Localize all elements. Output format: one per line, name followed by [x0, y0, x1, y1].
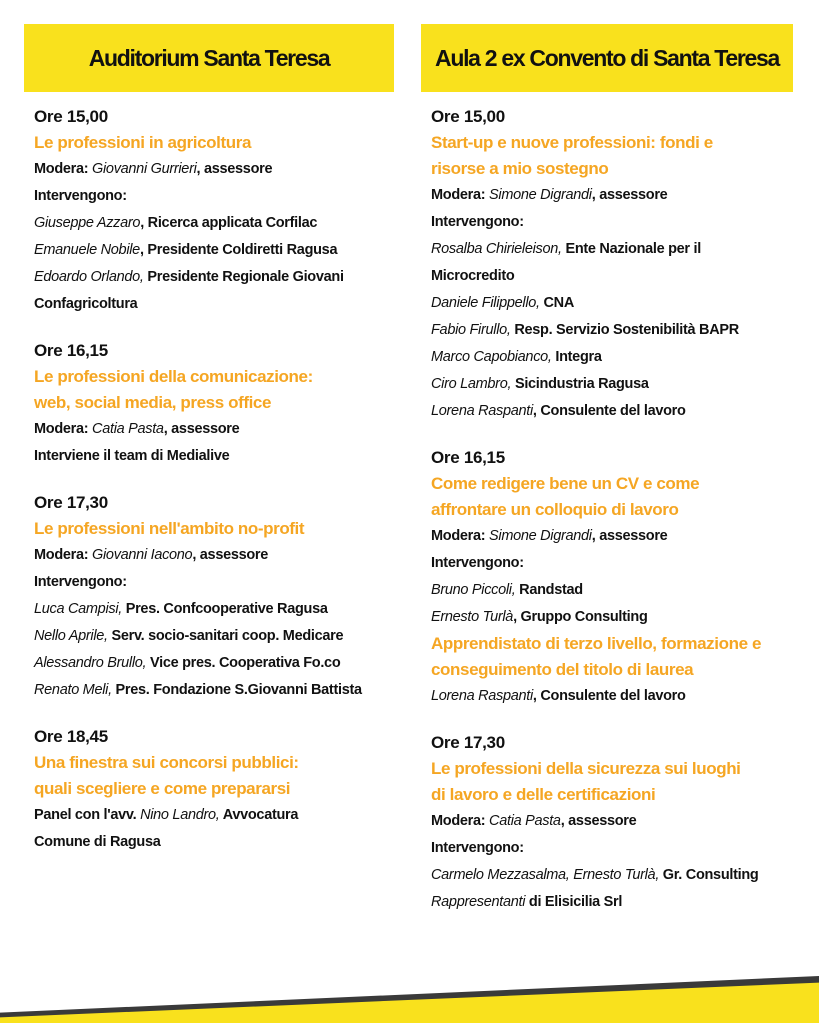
- speaker-name: Luca Campisi,: [34, 601, 122, 617]
- line-label: Intervengono:: [34, 188, 127, 204]
- speaker-line: [431, 344, 783, 371]
- speaker-line: [431, 577, 783, 604]
- speaker-line: [34, 650, 384, 677]
- speaker-name: Ernesto Turlà: [431, 609, 514, 625]
- speaker-line: [34, 237, 384, 264]
- speaker-line: [431, 523, 783, 550]
- speaker-name: Ciro Lambro,: [431, 376, 512, 392]
- speaker-line: [34, 677, 384, 704]
- speaker-name: Simone Digrandi: [489, 528, 592, 544]
- speaker-line: [34, 210, 384, 237]
- line-label: Modera:: [431, 187, 490, 203]
- session-time: Ore 15,00: [34, 107, 108, 126]
- session-title: Start-up e nuove professioni: fondi e risorse a mio sostegno: [431, 133, 713, 178]
- speaker-line: [431, 835, 783, 862]
- speaker-line: [34, 416, 384, 443]
- speaker-line: [431, 371, 783, 398]
- session-title: Le professioni della comunicazione: web, social media, press office: [34, 367, 313, 412]
- speaker-role: Presidente Regionale Giovani: [143, 269, 344, 285]
- column-body: [421, 92, 793, 916]
- session-block: [34, 490, 384, 704]
- session-time: Ore 17,30: [431, 733, 505, 752]
- speaker-line: [34, 623, 384, 650]
- speaker-name: Renato Meli,: [34, 682, 112, 698]
- session-block: [431, 104, 783, 425]
- speaker-role: , Consulente del lavoro: [532, 688, 686, 704]
- speaker-name: Rappresentanti: [431, 894, 526, 910]
- speaker-role: Serv. socio-sanitari coop. Medicare: [107, 628, 344, 644]
- speaker-name: Lorena Raspanti: [431, 403, 533, 419]
- speaker-line: [431, 862, 783, 889]
- session-title: Una finestra sui concorsi pubblici: quali scegliere e come prepararsi: [34, 753, 299, 798]
- speaker-role: Vice pres. Cooperativa Fo.co: [146, 655, 341, 671]
- speaker-role: CNA: [539, 295, 574, 311]
- speaker-line: [431, 182, 783, 209]
- session-title: Come redigere bene un CV e come affrontare un colloquio di lavoro: [431, 474, 700, 519]
- speaker-role: di Elisicilia Srl: [525, 894, 623, 910]
- speaker-line: [34, 596, 384, 623]
- column-header: Aula 2 ex Convento di Santa Teresa: [421, 24, 793, 92]
- speaker-role: , assessore: [196, 161, 273, 177]
- column-header: Auditorium Santa Teresa: [24, 24, 394, 92]
- speaker-name: Simone Digrandi: [489, 187, 592, 203]
- column-auditorium: [24, 24, 394, 876]
- speaker-line: [431, 263, 783, 290]
- speaker-line: [431, 808, 783, 835]
- speaker-name: Nino Landro,: [140, 807, 220, 823]
- speaker-line: [34, 291, 384, 318]
- line-label: Comune di Ragusa: [34, 834, 161, 850]
- speaker-name: Edoardo Orlando,: [34, 269, 144, 285]
- speaker-role: , assessore: [591, 187, 668, 203]
- speaker-role: Ente Nazionale per il: [561, 241, 701, 257]
- speaker-name: Catia Pasta: [489, 813, 561, 829]
- line-label: Intervengono:: [431, 214, 524, 230]
- session-title: Le professioni della sicurezza sui luoghi di lavoro e delle certificazioni: [431, 759, 741, 804]
- speaker-role: Avvocatura: [219, 807, 299, 823]
- speaker-line: [431, 290, 783, 317]
- speaker-line: [431, 889, 783, 916]
- speaker-name: Giovanni Iacono: [92, 547, 193, 563]
- speaker-name: Giovanni Gurrieri: [92, 161, 197, 177]
- speaker-line: [34, 542, 384, 569]
- session-block: [431, 445, 783, 710]
- speaker-name: Alessandro Brullo,: [34, 655, 147, 671]
- line-label: Confagricoltura: [34, 296, 138, 312]
- speaker-role: , Presidente Coldiretti Ragusa: [139, 242, 338, 258]
- session-time: Ore 18,45: [34, 727, 108, 746]
- speaker-line: [431, 550, 783, 577]
- speaker-line: [431, 209, 783, 236]
- speaker-name: Lorena Raspanti: [431, 688, 533, 704]
- speaker-name: Marco Capobianco,: [431, 349, 552, 365]
- session-time: Ore 16,15: [431, 448, 505, 467]
- session-time: Ore 17,30: [34, 493, 108, 512]
- line-label: Intervengono:: [431, 555, 524, 571]
- speaker-role: Randstad: [515, 582, 583, 598]
- speaker-line: [34, 569, 384, 596]
- column-body: [24, 92, 394, 856]
- line-label: Intervengono:: [431, 840, 524, 856]
- speaker-line: [34, 443, 384, 470]
- speaker-role: , assessore: [591, 528, 668, 544]
- speaker-role: , Ricerca applicata Corfilac: [140, 215, 318, 231]
- speaker-role: Pres. Confcooperative Ragusa: [121, 601, 328, 617]
- session-time: Ore 15,00: [431, 107, 505, 126]
- line-label: Modera:: [34, 161, 93, 177]
- speaker-name: Bruno Piccoli,: [431, 582, 516, 598]
- speaker-name: Giuseppe Azzaro: [34, 215, 141, 231]
- speaker-name: Carmelo Mezzasalma, Ernesto Turlà,: [431, 867, 660, 883]
- speaker-role: , assessore: [192, 547, 269, 563]
- speaker-name: Fabio Firullo,: [431, 322, 511, 338]
- speaker-name: Nello Aprile,: [34, 628, 108, 644]
- speaker-line: [34, 156, 384, 183]
- session-title: Le professioni in agricoltura: [34, 133, 251, 152]
- speaker-role: , Gruppo Consulting: [513, 609, 648, 625]
- column-aula-2: [421, 24, 793, 936]
- speaker-line: [431, 604, 783, 631]
- speaker-name: Emanuele Nobile: [34, 242, 140, 258]
- line-label: Microcredito: [431, 268, 515, 284]
- speaker-role: Gr. Consulting: [659, 867, 759, 883]
- session-block: [431, 730, 783, 916]
- session-time: Ore 16,15: [34, 341, 108, 360]
- speaker-line: [431, 398, 783, 425]
- line-label: Modera:: [34, 421, 93, 437]
- speaker-role: , assessore: [560, 813, 637, 829]
- session-title: Le professioni nell'ambito no-profit: [34, 519, 305, 538]
- line-label: Modera:: [431, 528, 490, 544]
- speaker-line: [34, 183, 384, 210]
- session-block: [34, 724, 384, 856]
- speaker-line: [431, 317, 783, 344]
- session-block: [34, 338, 384, 470]
- speaker-role: , Consulente del lavoro: [532, 403, 686, 419]
- line-label: Panel con l'avv.: [34, 807, 141, 823]
- line-label: Interviene il team di Medialive: [34, 448, 230, 464]
- speaker-line: [34, 264, 384, 291]
- session-subtitle: Apprendistato di terzo livello, formazione e conseguimento del titolo di laurea: [431, 634, 762, 679]
- speaker-line: [431, 236, 783, 263]
- speaker-role: Sicindustria Ragusa: [511, 376, 649, 392]
- speaker-name: Rosalba Chirieleison,: [431, 241, 562, 257]
- session-block: [34, 104, 384, 318]
- line-label: Intervengono:: [34, 574, 127, 590]
- speaker-name: Catia Pasta: [92, 421, 164, 437]
- speaker-name: Daniele Filippello,: [431, 295, 540, 311]
- speaker-role: , assessore: [163, 421, 240, 437]
- line-label: Modera:: [34, 547, 93, 563]
- speaker-line: [431, 683, 783, 710]
- speaker-role: Integra: [551, 349, 602, 365]
- speaker-line: [34, 829, 384, 856]
- speaker-role: Resp. Servizio Sostenibilità BAPR: [510, 322, 739, 338]
- speaker-line: [34, 802, 384, 829]
- line-label: Modera:: [431, 813, 490, 829]
- speaker-role: Pres. Fondazione S.Giovanni Battista: [111, 682, 362, 698]
